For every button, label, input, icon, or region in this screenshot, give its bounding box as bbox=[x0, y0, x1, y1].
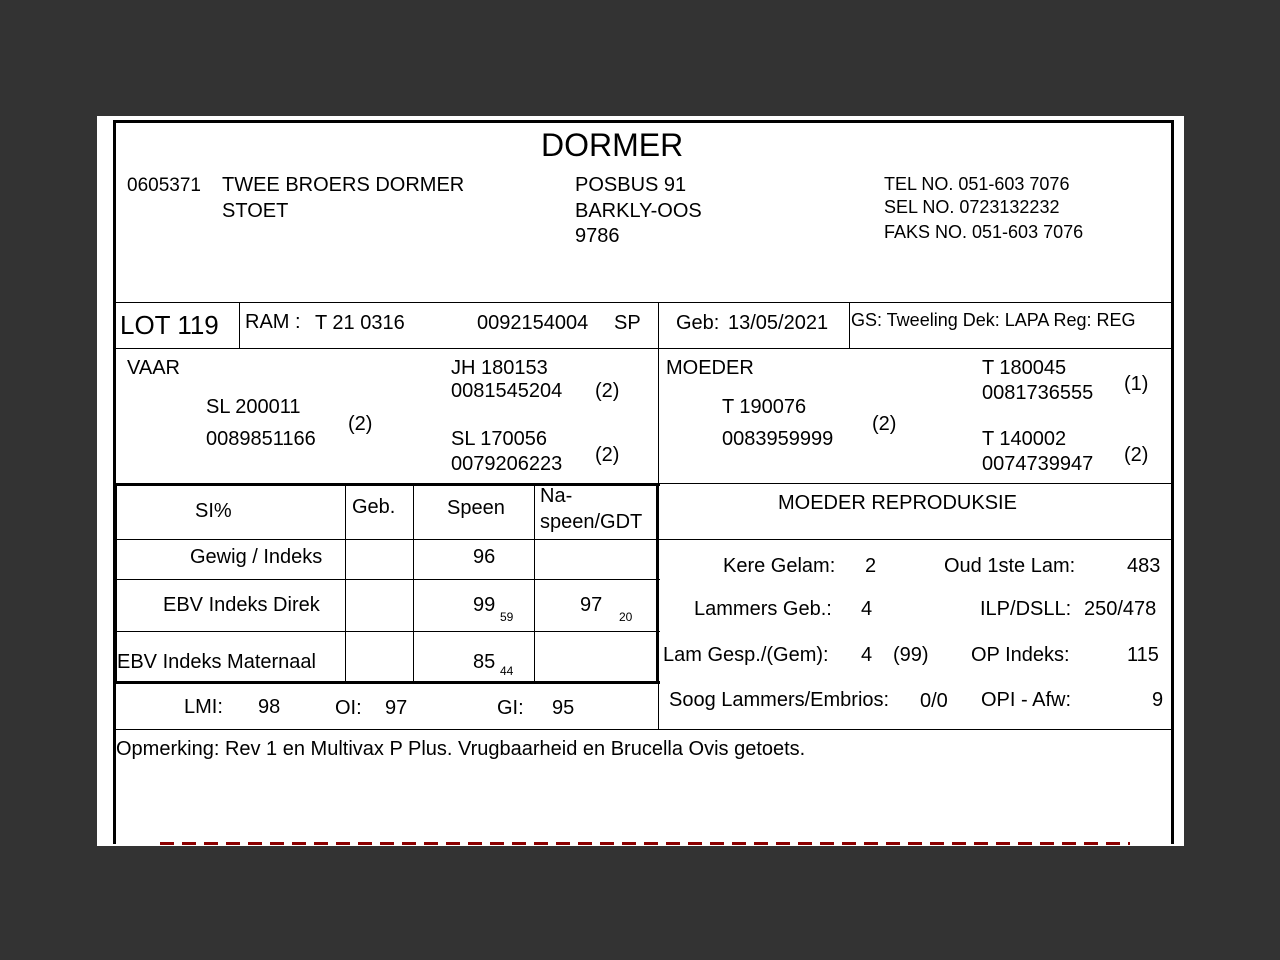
gesp-label: Lam Gesp./(Gem): bbox=[663, 644, 829, 666]
lmi-value: 98 bbox=[258, 696, 281, 718]
divider bbox=[115, 483, 660, 486]
sire-dam-count: (2) bbox=[595, 444, 620, 466]
reg-number: 0092154004 bbox=[477, 312, 589, 334]
divider bbox=[656, 483, 659, 684]
lot-number: LOT 119 bbox=[120, 310, 219, 340]
oud-value: 483 bbox=[1127, 555, 1161, 577]
sire-sire-number: 0081545204 bbox=[451, 380, 563, 402]
address-line1: POSBUS 91 bbox=[575, 174, 687, 196]
breeder-name-line2: STOET bbox=[222, 200, 289, 222]
sire-dam-id: SL 170056 bbox=[451, 428, 548, 450]
dam-sire-id: T 180045 bbox=[982, 357, 1067, 379]
divider bbox=[849, 302, 850, 348]
row-label: EBV Indeks Direk bbox=[163, 594, 320, 616]
kere-label: Kere Gelam: bbox=[723, 555, 836, 577]
ram-label: RAM : bbox=[245, 311, 301, 333]
breed-title: DORMER bbox=[541, 127, 684, 163]
breeder-code: 0605371 bbox=[127, 175, 201, 196]
divider bbox=[115, 631, 660, 632]
kere-value: 2 bbox=[865, 555, 877, 577]
faks-number: FAKS NO. 051-603 7076 bbox=[884, 222, 1084, 242]
repro-title: MOEDER REPRODUKSIE bbox=[778, 492, 1017, 514]
geb-date: 13/05/2021 bbox=[728, 312, 829, 334]
dam-dam-count: (2) bbox=[1124, 444, 1149, 466]
row-label: EBV Indeks Maternaal bbox=[117, 651, 316, 673]
gesp-value: 4 bbox=[861, 644, 873, 666]
ram-id: T 21 0316 bbox=[315, 312, 405, 334]
ilp-value: 250/478 bbox=[1084, 598, 1157, 620]
sel-number: SEL NO. 0723132232 bbox=[884, 197, 1060, 217]
dam-dam-number: 0074739947 bbox=[982, 453, 1094, 475]
sire-sire-id: JH 180153 bbox=[451, 357, 548, 379]
sire-dam-number: 0079206223 bbox=[451, 453, 563, 475]
cut-off-red-text bbox=[160, 842, 1130, 845]
divider bbox=[345, 483, 346, 681]
op-label: OP Indeks: bbox=[971, 644, 1070, 666]
naspeen-value: 97 bbox=[580, 594, 603, 616]
lmi-label: LMI: bbox=[184, 696, 223, 718]
vaar-number: 0089851166 bbox=[206, 428, 316, 450]
opi-value: 9 bbox=[1152, 689, 1164, 711]
divider bbox=[115, 729, 1173, 730]
speen-accuracy: 44 bbox=[500, 664, 514, 678]
naspeen-header-line2: speen/GDT bbox=[540, 511, 643, 533]
divider bbox=[115, 348, 1173, 349]
address-line3: 9786 bbox=[575, 225, 620, 247]
speen-value: 85 bbox=[473, 651, 496, 673]
speen-value: 96 bbox=[473, 546, 496, 568]
divider bbox=[534, 483, 535, 681]
divider bbox=[115, 579, 660, 580]
divider bbox=[115, 302, 1173, 303]
vaar-id: SL 200011 bbox=[206, 396, 301, 418]
divider bbox=[413, 483, 414, 681]
dam-sire-number: 0081736555 bbox=[982, 382, 1094, 404]
naspeen-header-line1: Na- bbox=[540, 485, 573, 507]
speen-accuracy: 59 bbox=[500, 610, 514, 624]
si-header: SI% bbox=[195, 500, 232, 522]
op-value: 115 bbox=[1127, 644, 1159, 666]
divider bbox=[660, 483, 1173, 484]
gi-value: 95 bbox=[552, 697, 575, 719]
remarks-label: Opmerking: bbox=[116, 738, 220, 760]
divider bbox=[115, 539, 660, 540]
divider bbox=[660, 539, 1173, 540]
soog-value: 0/0 bbox=[920, 690, 948, 712]
moeder-id: T 190076 bbox=[722, 396, 807, 418]
speen-value: 99 bbox=[473, 594, 496, 616]
dam-dam-id: T 140002 bbox=[982, 428, 1067, 450]
moeder-count: (2) bbox=[872, 413, 897, 435]
opi-label: OPI - Afw: bbox=[981, 689, 1072, 711]
breeder-name-line1: TWEE BROERS DORMER bbox=[222, 174, 465, 196]
lammers-value: 4 bbox=[861, 598, 873, 620]
soog-label: Soog Lammers/Embrios: bbox=[669, 689, 890, 711]
gs-info: GS: Tweeling Dek: LAPA Reg: REG bbox=[851, 310, 1136, 330]
gesp-gem-value: (99) bbox=[893, 644, 929, 666]
divider bbox=[115, 681, 660, 684]
geb-header: Geb. bbox=[352, 496, 396, 518]
moeder-number: 0083959999 bbox=[722, 428, 834, 450]
ilp-label: ILP/DSLL: bbox=[980, 598, 1072, 620]
sire-sire-count: (2) bbox=[595, 380, 620, 402]
vaar-count: (2) bbox=[348, 413, 373, 435]
remarks-line bbox=[116, 738, 805, 761]
oud-label: Oud 1ste Lam: bbox=[944, 555, 1076, 577]
gi-label: GI: bbox=[497, 697, 524, 719]
dam-sire-count: (1) bbox=[1124, 373, 1149, 395]
oi-value: 97 bbox=[385, 697, 408, 719]
speen-header: Speen bbox=[447, 497, 505, 519]
remarks-text: Rev 1 en Multivax P Plus. Vrugbaarheid en Brucella Ovis getoets. bbox=[224, 738, 806, 760]
grade: SP bbox=[614, 312, 641, 334]
tel-number: TEL NO. 051-603 7076 bbox=[884, 174, 1070, 194]
moeder-label: MOEDER bbox=[666, 357, 754, 379]
vaar-label: VAAR bbox=[127, 357, 180, 379]
row-label: Gewig / Indeks bbox=[190, 546, 323, 568]
lammers-label: Lammers Geb.: bbox=[694, 598, 832, 620]
naspeen-accuracy: 20 bbox=[619, 610, 633, 624]
geb-label: Geb: bbox=[676, 312, 720, 334]
oi-label: OI: bbox=[335, 697, 362, 719]
divider bbox=[239, 302, 240, 348]
address-line2: BARKLY-OOS bbox=[575, 200, 702, 222]
